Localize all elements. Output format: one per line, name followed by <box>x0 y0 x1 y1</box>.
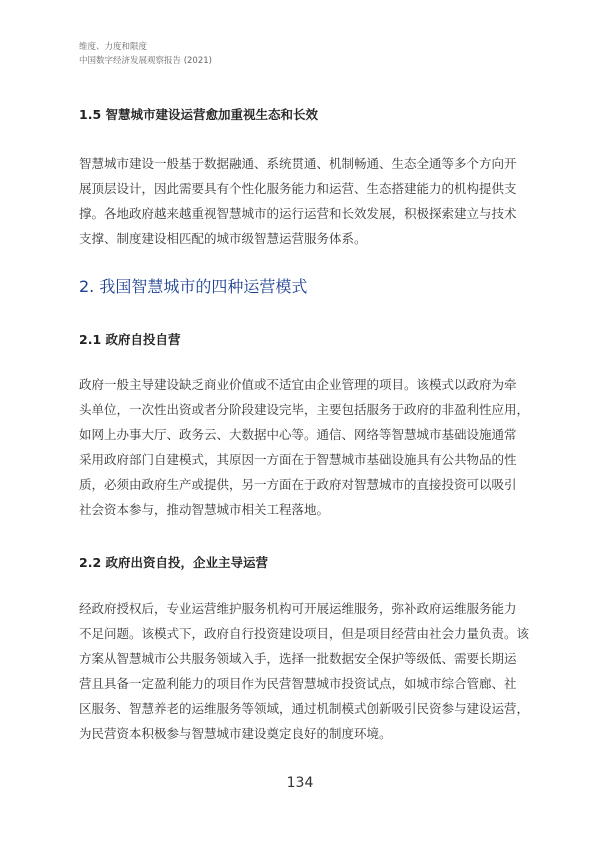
chapter-heading-2: 2. 我国智慧城市的四种运营模式 <box>79 277 308 296</box>
page-number: 134 <box>286 775 314 791</box>
text-line: 采用政府部门自建模式，其原因一方面在于智慧城市基础设施具有公共物品的性 <box>79 452 517 467</box>
text-line: 区服务、智慧养老的运维服务等领域，通过机制模式创新吸引民资参与建设运营， <box>79 701 530 716</box>
text-line: 营且具备一定盈利能力的项目作为民营智慧城市投资试点，如城市综合管廊、社 <box>79 676 517 691</box>
section-heading-2-1: 2.1 政府自投自营 <box>79 332 181 347</box>
paragraph-2-2 <box>79 596 549 746</box>
text-line: 经政府授权后，专业运营维护服务机构可开展运维服务，弥补政府运维服务能力 <box>79 601 517 616</box>
paragraph-1-5 <box>79 151 549 251</box>
text-line: 智慧城市建设一般基于数据融通、系统贯通、机制畅通、生态全通等多个方向开 <box>79 156 517 171</box>
text-line: 为民营资本积极参与智慧城市建设奠定良好的制度环境。 <box>79 726 392 741</box>
text-line: 头单位，一次性出资或者分阶段建设完毕，主要包括服务于政府的非盈利性应用， <box>79 402 530 417</box>
text-line: 质，必须由政府生产或提供，另一方面在于政府对智慧城市的直接投资可以吸引 <box>79 477 517 492</box>
report-subtitle: 维度、力度和限度 <box>79 42 148 52</box>
text-line: 政府一般主导建设缺乏商业价值或不适宜由企业管理的项目。该模式以政府为牵 <box>79 377 517 392</box>
report-title: 中国数字经济发展观察报告 (2021) <box>79 56 212 66</box>
section-heading-1-5: 1.5 智慧城市建设运营愈加重视生态和长效 <box>79 107 318 122</box>
text-line: 支撑、制度建设相匹配的城市级智慧运营服务体系。 <box>79 231 367 246</box>
paragraph-2-1 <box>79 372 549 522</box>
section-heading-2-2: 2.2 政府出资自投，企业主导运营 <box>79 555 268 570</box>
text-line: 如网上办事大厅、政务云、大数据中心等。通信、网络等智慧城市基础设施通常 <box>79 427 517 442</box>
text-line: 展顶层设计，因此需要具有个性化服务能力和运营、生态搭建能力的机构提供支 <box>79 181 517 196</box>
text-line: 撑。各地政府越来越重视智慧城市的运行运营和长效发展，积极探索建立与技术 <box>79 206 517 221</box>
text-line: 不足问题。该模式下，政府自行投资建设项目，但是项目经营由社会力量负责。该 <box>79 626 530 641</box>
text-line: 社会资本参与，推动智慧城市相关工程落地。 <box>79 502 330 517</box>
text-line: 方案从智慧城市公共服务领域入手，选择一批数据安全保护等级低、需要长期运 <box>79 651 517 666</box>
running-header <box>79 40 212 68</box>
